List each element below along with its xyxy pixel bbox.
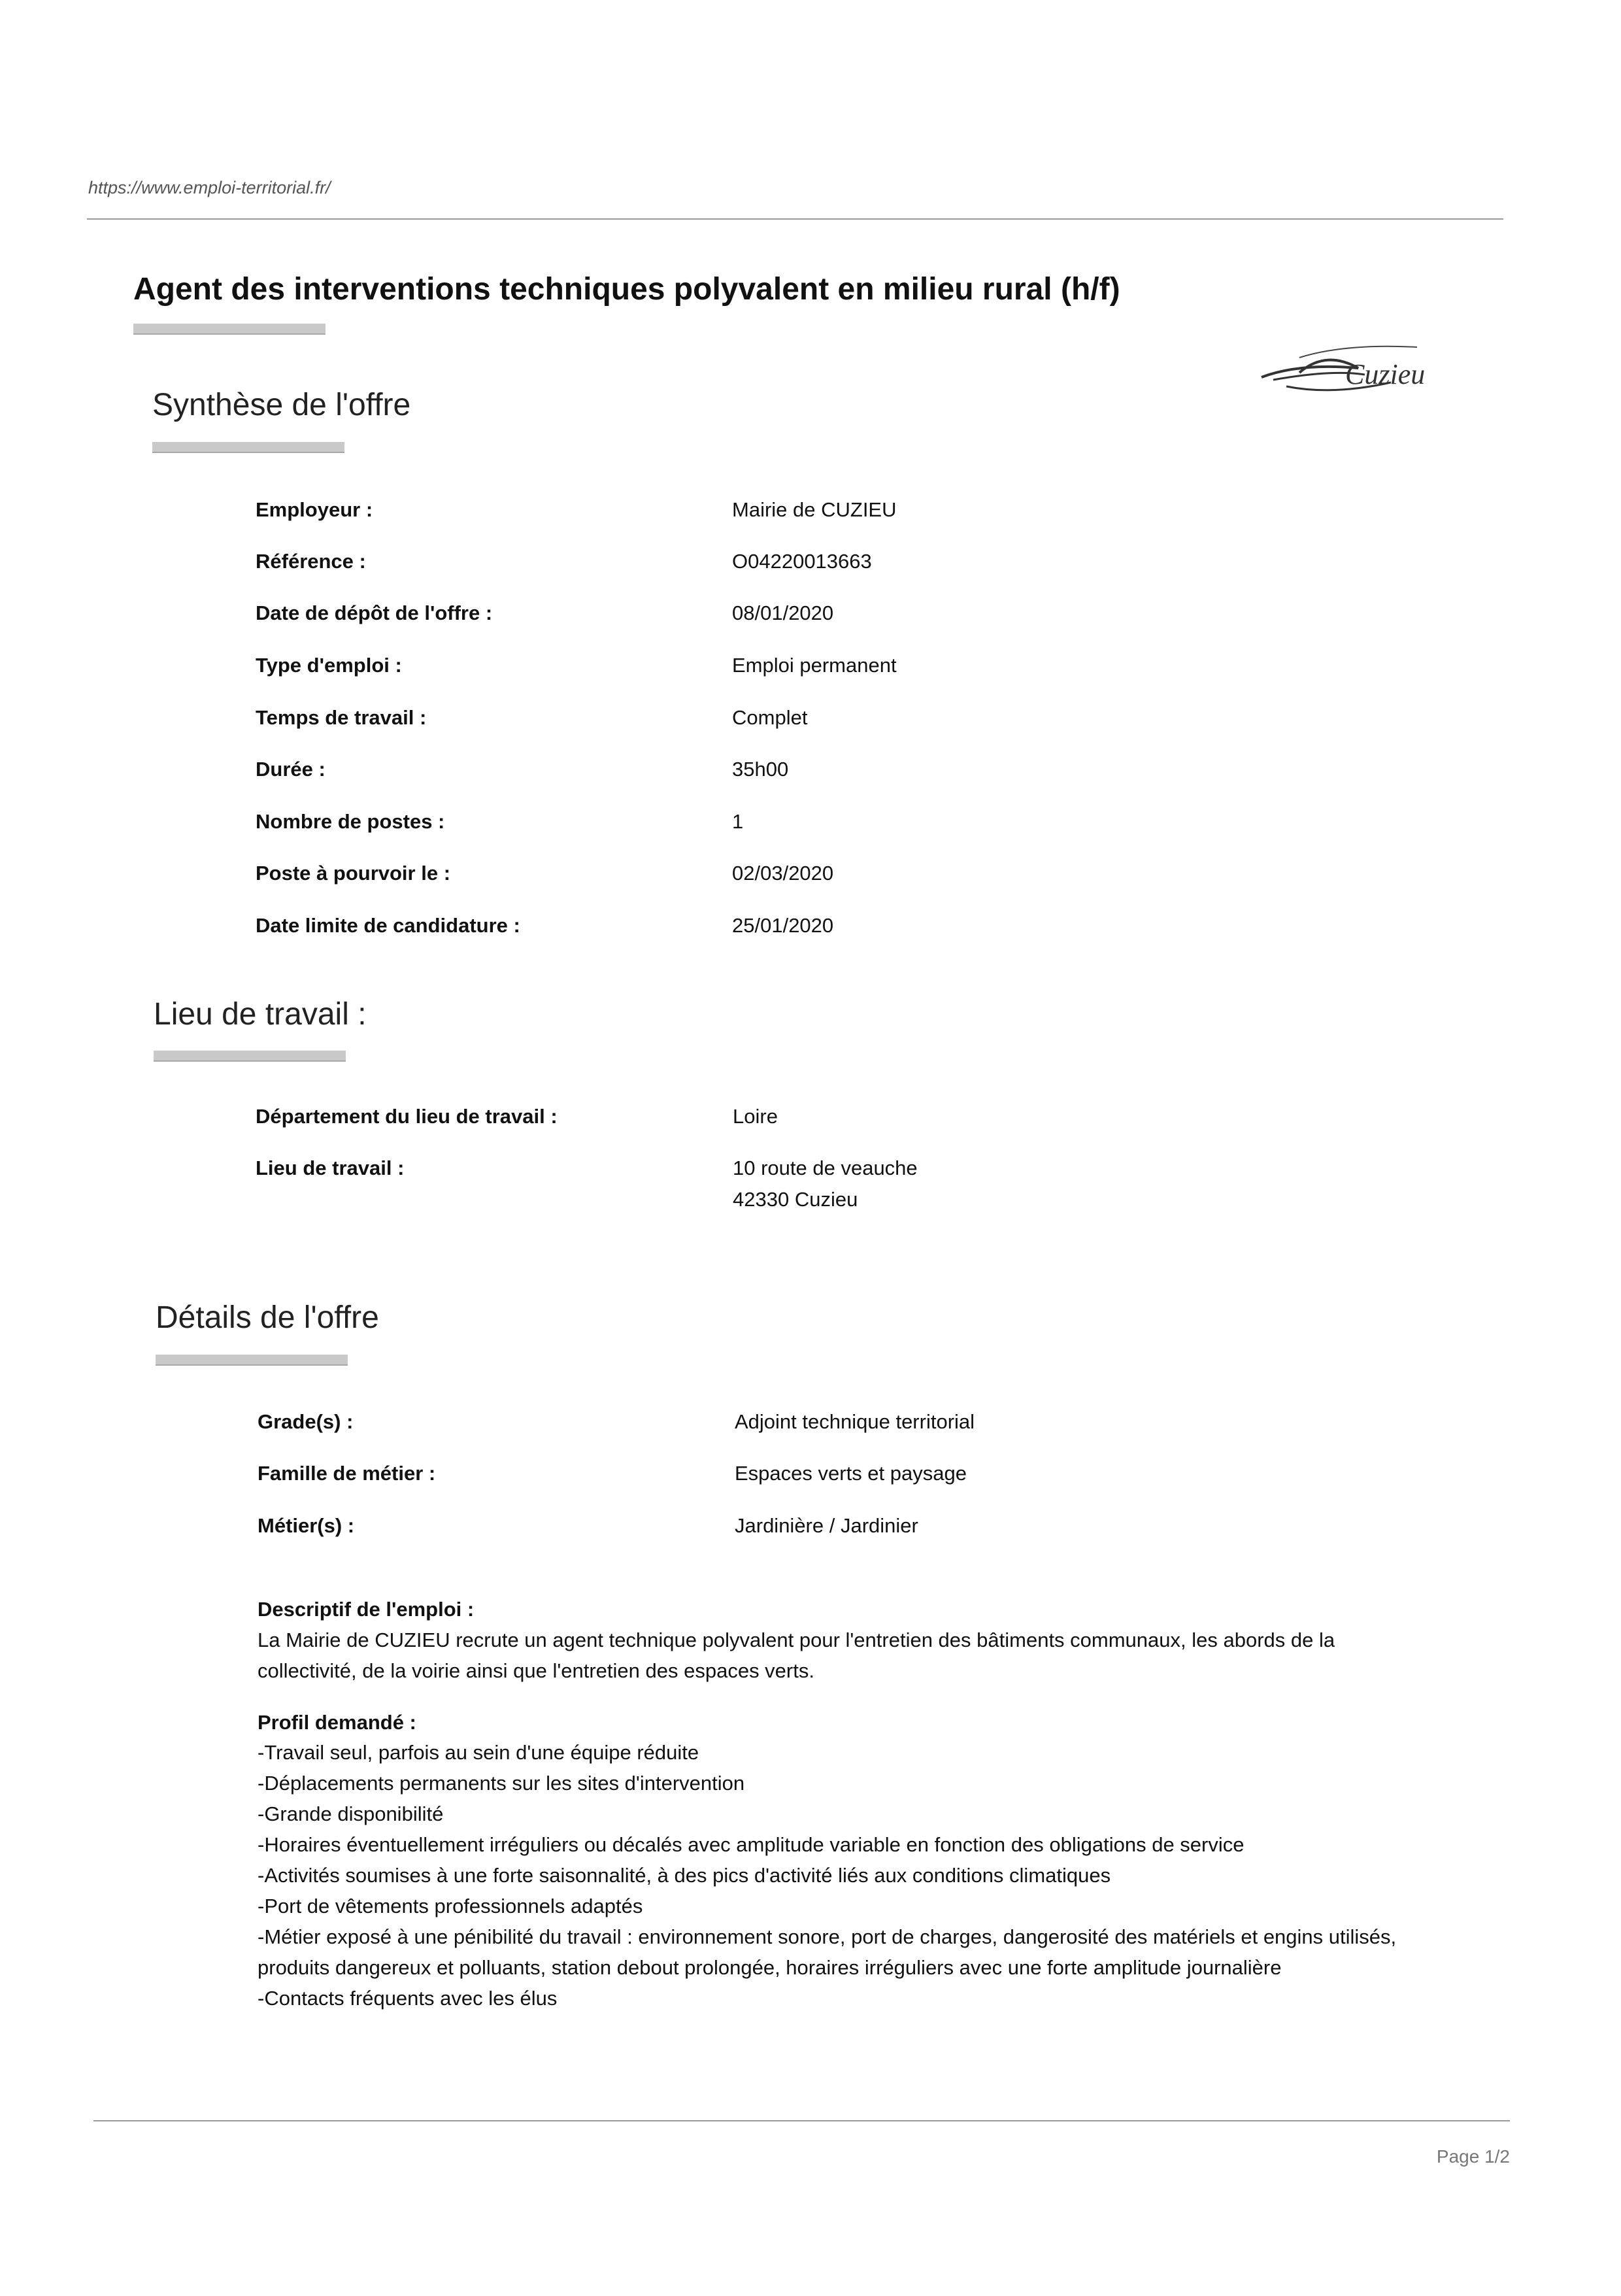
lieu-heading: Lieu de travail : (154, 997, 367, 1032)
profil-item: -Port de vêtements professionnels adaptés (258, 1895, 643, 1917)
field-value-reference: O04220013663 (732, 550, 872, 573)
descriptif-text (258, 1625, 1335, 1686)
cuzieu-logo (1260, 343, 1463, 409)
address-line-2: 42330 Cuzieu (733, 1188, 858, 1211)
source-url: https://www.emploi-territorial.fr/ (88, 178, 331, 197)
profil-item: produits dangereux et polluants, station debout prolongée, horaires irréguliers avec une forte amplitude journalière (258, 1956, 1282, 1979)
field-value-temps-travail: Complet (732, 706, 808, 729)
field-value-type-emploi: Emploi permanent (732, 654, 897, 677)
profil-item: -Contacts fréquents avec les élus (258, 1987, 558, 2010)
page-title: Agent des interventions techniques polyvalent en milieu rural (h/f) (133, 272, 1120, 307)
profil-list (258, 1737, 1396, 2014)
footer-divider (93, 2120, 1510, 2121)
details-underline (156, 1355, 348, 1366)
field-value-departement: Loire (733, 1105, 778, 1128)
title-underline (133, 324, 326, 335)
field-label-famille-metier: Famille de métier : (258, 1462, 436, 1485)
field-label-poste-pourvoir: Poste à pourvoir le : (256, 862, 451, 885)
header-divider (87, 218, 1503, 220)
descriptif-label: Descriptif de l'emploi : (258, 1598, 475, 1621)
details-heading: Détails de l'offre (156, 1300, 379, 1335)
descriptif-line: collectivité, de la voirie ainsi que l'entretien des espaces verts. (258, 1659, 814, 1682)
field-label-date-limite: Date limite de candidature : (256, 914, 520, 937)
field-value-nombre-postes: 1 (732, 810, 744, 833)
descriptif-line: La Mairie de CUZIEU recrute un agent technique polyvalent pour l'entretien des bâtiments communaux, les abords de la (258, 1629, 1335, 1651)
synthese-heading: Synthèse de l'offre (152, 388, 411, 422)
page-number: Page 1/2 (1436, 2146, 1510, 2167)
field-label-nombre-postes: Nombre de postes : (256, 810, 445, 833)
field-label-grades: Grade(s) : (258, 1410, 354, 1433)
field-label-type-emploi: Type d'emploi : (256, 654, 402, 677)
profil-label: Profil demandé : (258, 1711, 416, 1734)
profil-item: -Métier exposé à une pénibilité du travail : environnement sonore, port de charges, dangerosité des matériels et engins utilisés, (258, 1925, 1397, 1948)
field-label-lieu-travail: Lieu de travail : (256, 1156, 405, 1179)
field-label-date-depot: Date de dépôt de l'offre : (256, 601, 493, 624)
field-label-metiers: Métier(s) : (258, 1514, 355, 1537)
field-value-date-depot: 08/01/2020 (732, 601, 834, 624)
field-value-employeur: Mairie de CUZIEU (732, 498, 897, 521)
profil-item: -Activités soumises à une forte saisonnalité, à des pics d'activité liés aux conditions climatiques (258, 1864, 1111, 1887)
lieu-underline (154, 1051, 346, 1062)
field-label-reference: Référence : (256, 550, 366, 573)
field-value-duree: 35h00 (732, 758, 789, 781)
profil-item: -Grande disponibilité (258, 1802, 444, 1825)
address-line-1: 10 route de veauche (733, 1156, 918, 1179)
profil-item: -Horaires éventuellement irréguliers ou décalés avec amplitude variable en fonction des obligations de service (258, 1833, 1245, 1856)
field-value-famille-metier: Espaces verts et paysage (735, 1462, 967, 1485)
synthese-underline (152, 442, 344, 453)
field-value-date-limite: 25/01/2020 (732, 914, 834, 937)
logo-text: Cuzieu (1345, 358, 1426, 390)
field-label-duree: Durée : (256, 758, 326, 781)
field-value-grades: Adjoint technique territorial (735, 1410, 975, 1433)
field-label-temps-travail: Temps de travail : (256, 706, 427, 729)
field-value-metiers: Jardinière / Jardinier (735, 1514, 918, 1537)
field-label-employeur: Employeur : (256, 498, 373, 521)
profil-item: -Travail seul, parfois au sein d'une équipe réduite (258, 1741, 699, 1764)
profil-item: -Déplacements permanents sur les sites d'intervention (258, 1772, 745, 1795)
field-label-departement: Département du lieu de travail : (256, 1105, 558, 1128)
field-value-poste-pourvoir: 02/03/2020 (732, 862, 834, 885)
